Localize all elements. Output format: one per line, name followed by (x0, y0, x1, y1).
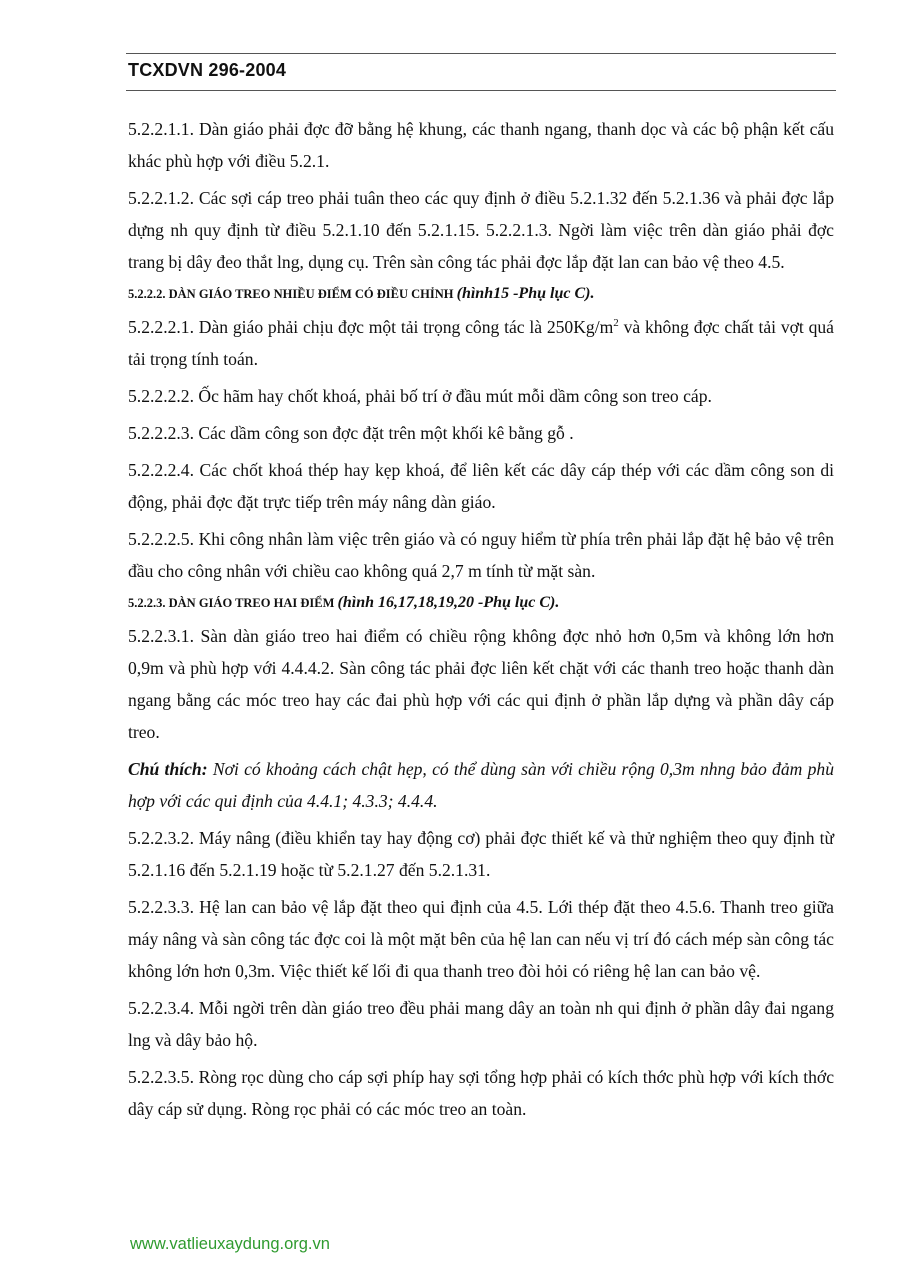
paragraph-5-2-2-2-4: 5.2.2.2.4. Các chốt khoá thép hay kẹp khoá, để liên kết các dây cáp thép với các dầm công son di động, phải đợc đặt trực tiếp trên máy nâng dàn giáo. (128, 460, 834, 512)
paragraph-5-2-2-1-2: 5.2.2.1.2. Các sợi cáp treo phải tuân theo các quy định ở điều 5.2.1.32 đến 5.2.1.36 và phải đợc lắp dựng nh quy định từ điều 5.2.1.10 đến 5.2.1.15. 5.2.2.1.3. Ngời làm việc trên dàn giáo phải đợc trang bị dây đeo thắt lng, dụng cụ. Trên sàn công tác phải đợc lắp đặt lan can bảo vệ theo 4.5. (128, 188, 834, 272)
paragraph-5-2-2-3-5: 5.2.2.3.5. Ròng rọc dùng cho cáp sợi phíp hay sợi tổng hợp phải có kích thớc phù hợp với kích thớc dây cáp sử dụng. Ròng rọc phải có các móc treo an toàn. (128, 1067, 834, 1119)
footer-website-link[interactable]: www.vatlieuxaydung.org.vn (130, 1235, 330, 1253)
paragraph-text-start: 5.2.2.2.1. Dàn giáo phải chịu đợc một tải trọng công tác là 250Kg/m (128, 317, 614, 337)
section-heading-title: 5.2.2.3. DÀN GIÁO TREO HAI ĐIỂM (128, 596, 335, 610)
paragraph-5-2-2-2-5: 5.2.2.2.5. Khi công nhân làm việc trên giáo và có nguy hiểm từ phía trên phải lắp đặt hệ bảo vệ trên đầu cho công nhân với chiều cao không quá 2,7 m tính từ mặt sàn. (128, 529, 834, 581)
header-bottom-rule (126, 90, 836, 91)
header-top-rule (126, 53, 836, 54)
section-heading-figure-ref: (hình 16,17,18,19,20 -Phụ lục C). (337, 594, 560, 611)
section-heading-title: 5.2.2.2. DÀN GIÁO TREO NHIỀU ĐIỂM CÓ ĐIỀU CHỈNH (128, 287, 454, 301)
paragraph-5-2-2-3-1: 5.2.2.3.1. Sàn dàn giáo treo hai điểm có chiều rộng không đợc nhỏ hơn 0,5m và không lớn hơn 0,9m và phù hợp với 4.4.4.2. Sàn công tác phải đợc liên kết chặt với các thanh treo hoặc thanh dàn ngang bằng các móc treo hay các đai phù hợp với các qui định ở phần lắp dựng và phần dây cáp treo. (128, 626, 834, 742)
note-paragraph (128, 753, 834, 817)
paragraph-5-2-2-2-1 (128, 311, 834, 375)
note-label: Chú thích: (128, 759, 208, 779)
document-code: TCXDVN 296-2004 (128, 60, 287, 80)
section-heading-5-2-2-3 (128, 592, 834, 614)
paragraph-text-end: và không đợc chất tải vợt quá tải trọng tính toán. (128, 317, 834, 369)
paragraph-5-2-2-1-1: 5.2.2.1.1. Dàn giáo phải đợc đỡ bằng hệ khung, các thanh ngang, thanh dọc và các bộ phận kết cấu khác phù hợp với điều 5.2.1. (128, 119, 834, 171)
paragraph-5-2-2-3-4: 5.2.2.3.4. Mỗi ngời trên dàn giáo treo đều phải mang dây an toàn nh qui định ở phần dây đai ngang lng và dây bảo hộ. (128, 998, 834, 1050)
note-text: Nơi có khoảng cách chật hẹp, có thể dùng sàn với chiều rộng 0,3m nhng bảo đảm phù hợp với các qui định của 4.4.1; 4.3.3; 4.4.4. (128, 759, 834, 811)
document-body (128, 113, 834, 1130)
superscript-unit: 2 (613, 317, 619, 329)
section-heading-5-2-2-2 (128, 283, 834, 305)
paragraph-5-2-2-2-3: 5.2.2.2.3. Các dầm công son đợc đặt trên một khối kê bằng gỗ . (128, 423, 574, 443)
paragraph-5-2-2-3-3: 5.2.2.3.3. Hệ lan can bảo vệ lắp đặt theo qui định của 4.5. Lới thép đặt theo 4.5.6. Thanh treo giữa máy nâng và sàn công tác đợc coi là một mặt bên của hệ lan can nếu vị trí đó cách mép sàn công tác không lớn hơn 0,3m. Việc thiết kế lối đi qua thanh treo đòi hỏi có riêng hệ lan can bảo vệ. (128, 897, 834, 981)
section-heading-figure-ref: (hình15 -Phụ lục C). (456, 285, 595, 302)
paragraph-5-2-2-3-2: 5.2.2.3.2. Máy nâng (điều khiển tay hay động cơ) phải đợc thiết kế và thử nghiệm theo quy định từ 5.2.1.16 đến 5.2.1.19 hoặc từ 5.2.1.27 đến 5.2.1.31. (128, 828, 834, 880)
paragraph-5-2-2-2-2: 5.2.2.2.2. Ốc hãm hay chốt khoá, phải bố trí ở đầu mút mỗi dầm công son treo cáp. (128, 386, 712, 406)
